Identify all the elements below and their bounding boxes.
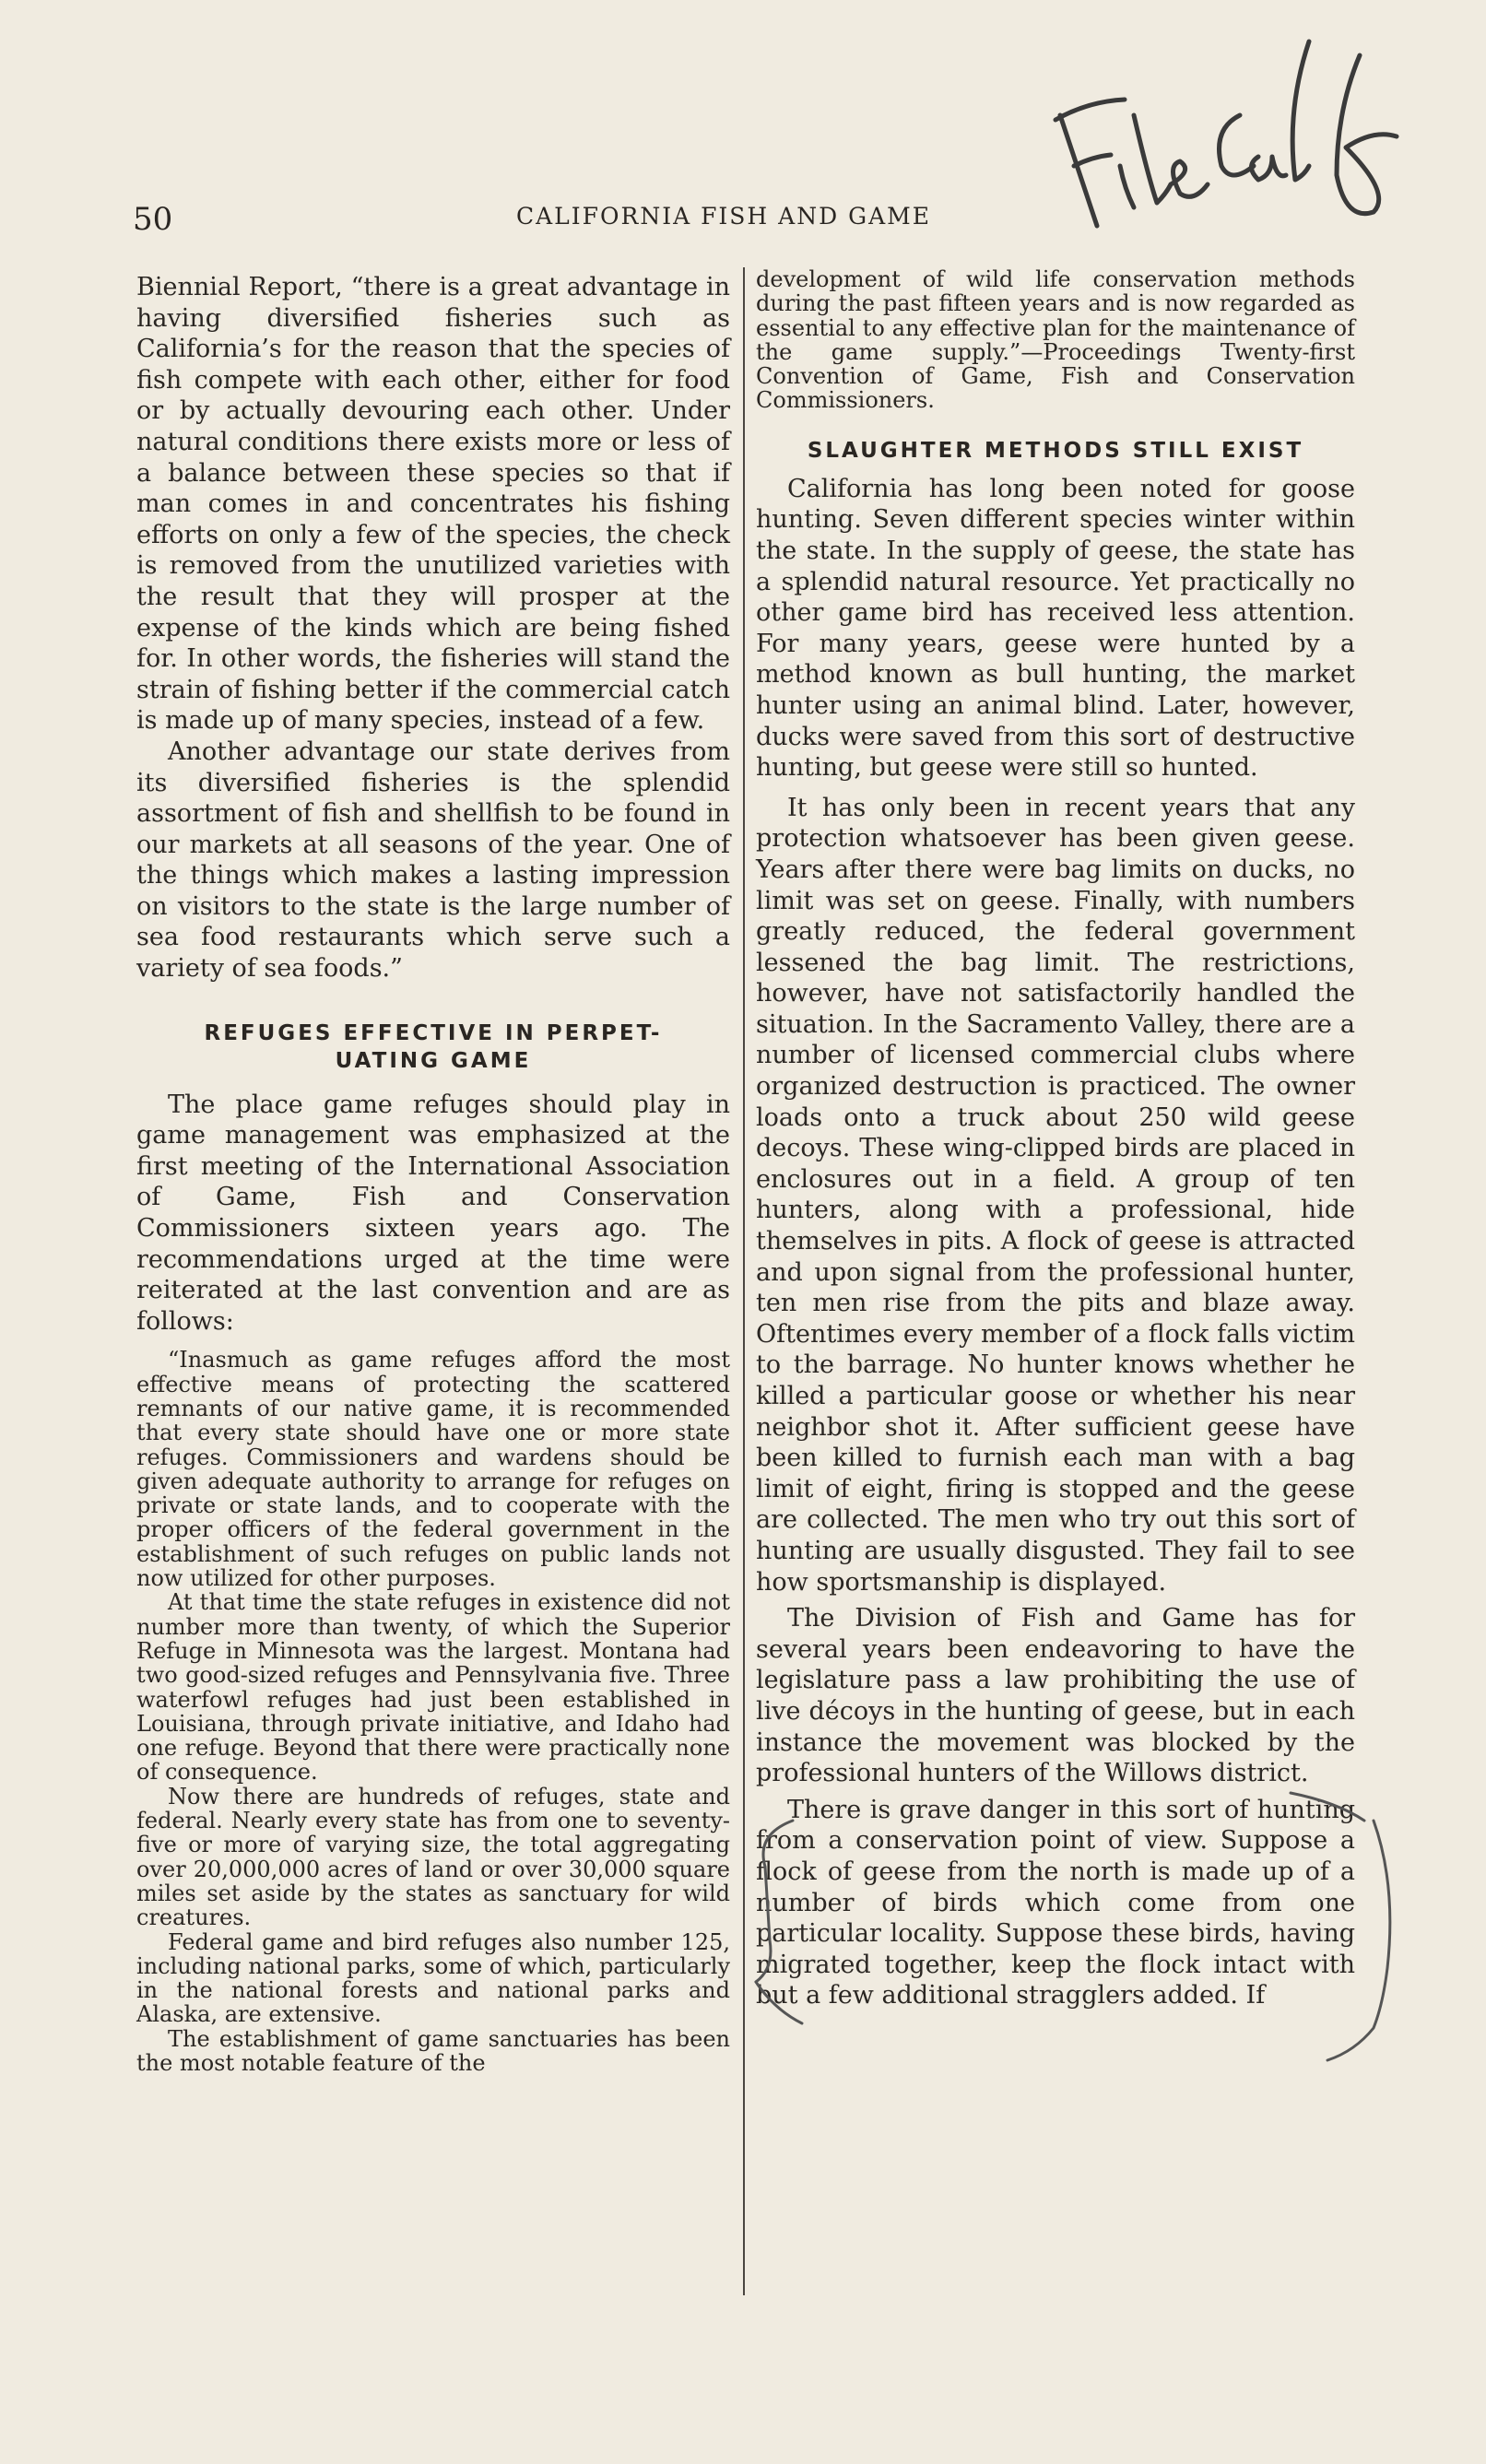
paragraph-bracketed: The Division of Fish and Game has for several years been endeavoring to have the legislature pass a law prohibiting the use of live décoys in the hunting of geese, but in each instance the movement was blocked by the professional hunters of the Willows district.: [756, 1604, 1355, 1788]
running-head: CALIFORNIA FISH AND GAME: [516, 203, 931, 230]
paragraph: It has only been in recent years that any protection whatsoever has been given geese. Years after there were bag limits on ducks, no limit was set on geese. Finally, with numbers greatly reduced, the federal government lessened the bag limit. The restrictions, however, have not satisfactorily handled the situation. In the Sacramento Valley, there are a number of licensed commercial clubs where organized destruction is practiced. The owner loads onto a truck about 250 wild geese decoys. These wing-clipped birds are placed in enclosures out in a field. A group of ten hunters, along with a professional, hide themselves in pits. A flock of geese is attracted and upon signal from the professional hunter, ten men rise from the pits and blaze away. Oftentimes every member of a flock falls victim to the barrage. No hunter knows whether he killed a particular goose or whether his near neighbor shot it. After sufficient geese have been killed to furnish each man with a bag limit of eight, firing is stopped and the geese are collected. The men who try out this sort of hunting are usually disgusted. They fail to see how sportsmanship is displayed.: [756, 793, 1355, 1597]
quote-paragraph: The establishment of game sanctuaries has been the most notable feature of the: [136, 2025, 730, 2077]
handwritten-annotation: [1042, 28, 1410, 240]
quote-paragraph: At that time the state refuges in existence did not number more than twenty, of which the Superior Refuge in Minnesota was the largest. Montana had two good-sized refuges and Pennsylvania five. Three waterfowl refuges had just been established in Louisiana, through private initiative, and Idaho had one refuge. Beyond that there were practically none of consequence.: [136, 1589, 730, 1786]
right-body: [756, 474, 1355, 2011]
paragraph: California has long been noted for goose hunting. Seven different species winter within the state. In the supply of geese, the state has a splendid natural resource. Yet practically no other game bird has received less attention. For many years, geese were hunted by a method known as bull hunting, the market hunter using an animal blind. Later, however, ducks were saved from this sort of destructive hunting, but geese were still so hunted.: [756, 474, 1355, 783]
quote-paragraph: development of wild life conservation methods during the past fifteen years and is now regarded as essential to any effective plan for the maintenance of the game supply.”—Proceedings Twenty-first Convention of Game, Fish and Conservation Commissioners.: [756, 266, 1355, 414]
paragraph: The place game refuges should play in game management was emphasized at the first meeting of the International Association of Game, Fish and Conservation Commissioners sixteen years ago. The recommendations urged at the time were reiterated at the last convention and are as follows:: [136, 1090, 730, 1336]
paragraph: There is grave danger in this sort of hunting from a conservation point of view. Suppose a flock of geese from the north is made up of a number of birds which come from one particular locality. Suppose these birds, having migrated together, keep the flock intact with but a few additional stragglers added. If: [756, 1795, 1355, 2010]
section-heading-slaughter: SLAUGHTER METHODS STILL EXIST: [807, 438, 1304, 463]
left-quote: [136, 1348, 730, 2075]
page-number: 50: [133, 201, 173, 238]
left-column: [136, 272, 730, 2075]
heading-line: REFUGES EFFECTIVE IN PERPET-: [204, 1020, 663, 1045]
heading-line: UATING GAME: [335, 1048, 532, 1073]
quote-paragraph: “Inasmuch as game refuges afford the most effective means of protecting the scattered remnants of our native game, it is recommended that every state should have one or more state refuges. Commissioners and wardens should be given adequate authority to arrange for refuges on private or state lands, and to cooperate with the proper officers of the federal government in the establishment of such refuges on public lands not now utilized for other purposes.: [136, 1347, 730, 1592]
hand-drawn-bracket: [737, 1784, 1438, 2088]
quote-paragraph: Federal game and bird refuges also number 125, including national parks, some of which, particularly in the national forests and national parks and Alaska, are extensive.: [136, 1928, 730, 2028]
left-body-mid: [136, 1090, 730, 1338]
paragraph: Another advantage our state derives from its diversified fisheries is the splendid assortment of fish and shellfish to be found in our markets at all seasons of the year. One of the things which makes a lasting impression on visitors to the state is the large number of sea food restaurants which serve such a variety of sea foods.”: [136, 737, 730, 984]
paragraph: Biennial Report, “there is a great advantage in having diversified fisheries such as California’s for the reason that the species of fish compete with each other, either for food or by actually devouring each other. Under natural conditions there exists more or less of a balance between these species so that if man comes in and concentrates his fishing efforts on only a few of the species, the check is removed from the unutilized varieties with the result that they will prosper at the expense of the kinds which are being fished for. In other words, the fisheries will stand the strain of fishing better if the commercial catch is made up of many species, instead of a few.: [136, 273, 730, 736]
section-heading-refuges: [136, 1020, 730, 1075]
right-quote: [756, 267, 1355, 413]
quote-paragraph: Now there are hundreds of refuges, state and federal. Nearly every state has from one to seventy-five or more of varying size, the total aggregating over 20,000,000 acres of land or over 30,000 square miles set aside by the states as sanctuary for wild creatures.: [136, 1783, 730, 1931]
left-body-top: [136, 272, 730, 984]
right-column: [756, 267, 1355, 2011]
